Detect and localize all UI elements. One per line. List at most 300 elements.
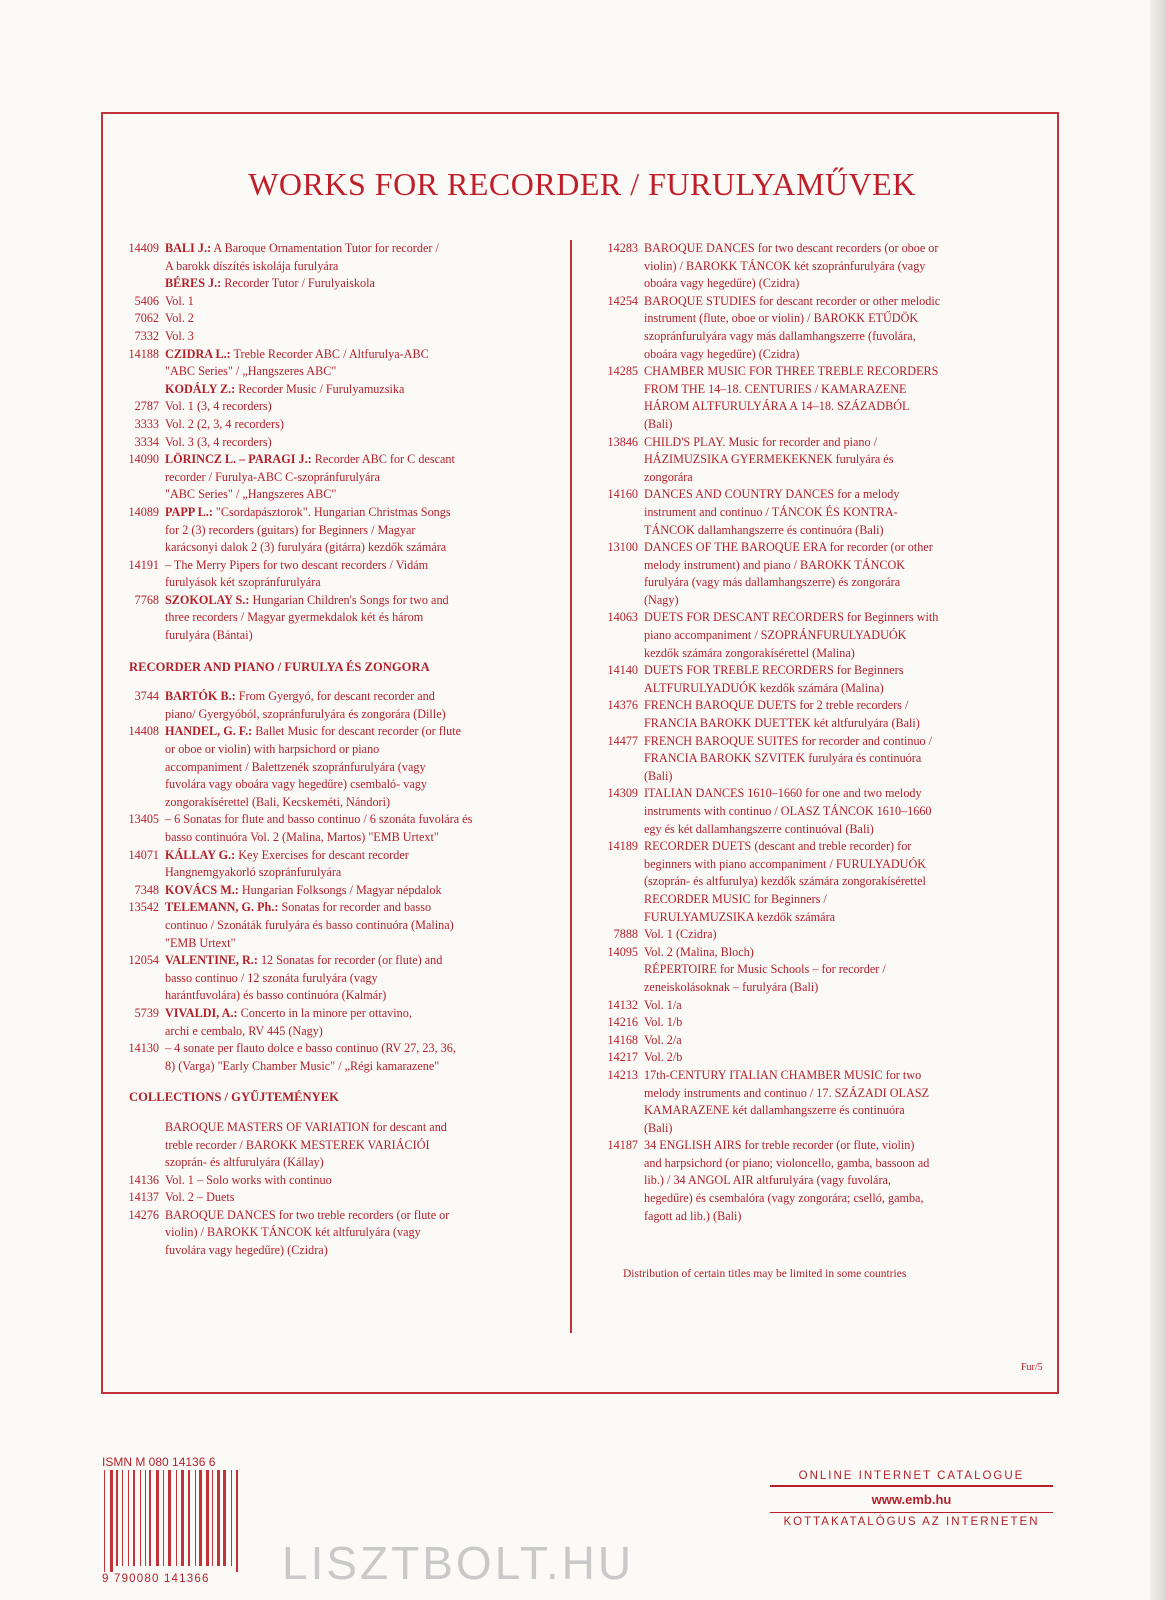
entry-line: RÉPERTOIRE for Music Schools – for recorder / [644,962,886,977]
entry-text [165,1172,549,1190]
line-text: or oboe or violin) with harpsichord or piano [165,742,380,757]
catalog-number: 14071 [128,847,159,862]
ismn-label: ISMN M 080 14136 6 [102,1455,216,1469]
line-text: A Baroque Ornamentation Tutor for recorder / [211,241,439,255]
line-text: accompaniment / Balettzenék szopránfurulyára (vagy [165,759,426,774]
entry-line [165,398,549,416]
line-text: Concerto in la minore per ottavino, [237,1005,412,1020]
entry-line [165,574,549,592]
line-text: Vol. 2 [165,311,194,326]
entry-line [165,882,549,900]
catalog-number: 14090 [128,452,159,467]
page-title: WORKS FOR RECORDER / FURULYAMŰVEK [248,166,916,202]
line-text: – 6 Sonatas for flute and basso continuo / 6 szonáta fuvolára és [165,812,473,827]
catalog-number: 14095 [607,944,638,959]
entry-line [165,1224,549,1242]
catalog-subheading: KOTTAKATALÓGUS AZ INTERNETEN [783,1516,1040,1528]
catalog-number: 14309 [607,786,638,801]
entry-text [644,434,1039,487]
line-text: Hungarian Folksongs / Magyar népdalok [238,882,442,897]
entry-line: hegedűre) és csembalóra (vagy zongorára; cselló, gamba, [644,1191,924,1206]
catalog-number: 7768 [134,592,159,607]
entry-line [165,723,549,741]
entry-line [165,592,549,610]
entry-text [644,1014,1039,1032]
entry-line [165,759,549,777]
entry-text [644,785,1039,838]
line-text: Sonatas for recorder and basso [278,900,432,915]
catalog-code: Fur/5 [1021,1362,1043,1373]
line-text: basso continuóra Vol. 2 (Malina, Martos) "EMB Urtext" [165,830,439,844]
entry-text [165,688,549,723]
catalog-number: 12054 [128,953,159,968]
barcode-bar [149,1470,151,1566]
barcode-bar [212,1470,213,1566]
line-text: basso continuo / 12 szonáta furulyára (vagy [165,970,378,985]
distribution-note: Distribution of certain titles may be limited in some countries [623,1268,907,1280]
entry-line: FROM THE 14–18. CENTURIES / KAMARAZENE [644,381,907,396]
catalog-entry [119,275,549,293]
entry-line: lib.) / 34 ANGOL AIR altfurulyára (vagy fuvolára, [644,1173,891,1188]
catalog-entry [119,592,549,645]
entry-line: instrument and continuo / TÁNCOK ÉS KONTRA- [644,504,898,519]
catalog-entry [119,899,549,952]
composer-name: BARTÓK B.: [165,689,236,704]
catalog-number: 14132 [607,997,638,1012]
entry-text [165,504,549,557]
barcode-bar [140,1470,141,1566]
line-text: 8) (Varga) "Early Chamber Music" / „Régi kamarazene" [165,1058,440,1073]
barcode-bar [156,1470,159,1566]
catalog-entry [119,451,549,504]
line-text: "EMB Urtext" [165,935,236,950]
catalog-entry [593,997,1039,1015]
catalog-entry [593,609,1039,662]
catalog-url[interactable]: www.emb.hu [871,1491,952,1507]
entry-line [165,310,549,328]
entry-line [165,1172,549,1190]
barcode-bar [104,1470,105,1572]
barcode-bar [133,1470,135,1566]
line-text: Ballet Music for descant recorder (or flute [252,724,462,739]
entry-line: (Bali) [644,768,673,783]
entry-line: Vol. 1/b [644,1015,683,1030]
entry-line [165,434,549,452]
entry-line: (Bali) [644,1120,673,1135]
catalog-entry [119,1189,549,1207]
catalog-number: 14130 [128,1041,159,1056]
entry-text [644,293,1039,363]
line-text: treble recorder / BAROKK MESTEREK VARIÁCIÓI [165,1137,430,1152]
entry-line: FURULYAMUZSIKA kezdők számára [644,909,836,924]
entry-line [165,1005,549,1023]
catalog-entry [119,416,549,434]
section-heading: COLLECTIONS / GYŰJTEMÉNYEK [129,1090,339,1105]
line-text: – The Merry Pipers for two descant recorders / Vidám [165,557,429,572]
entry-line [165,952,549,970]
entry-text [644,363,1039,433]
catalog-entry [593,944,1039,962]
catalog-entry [593,838,1039,891]
composer-name: VIVALDI, A.: [165,1005,238,1020]
catalog-entry [119,504,549,557]
line-text: "ABC Series" / „Hangszeres ABC" [165,364,337,379]
entry-line: ITALIAN DANCES 1610–1660 for one and two melody [644,786,922,801]
entry-text [165,1119,549,1172]
line-text: Vol. 3 [165,328,194,343]
catalog-entry [119,310,549,328]
entry-line [165,416,549,434]
catalog-number [119,1119,165,1172]
catalog-entry [593,961,1039,996]
entry-text [644,1032,1039,1050]
entry-text [644,944,1039,962]
catalog-number: 3333 [134,416,159,431]
entry-line [165,469,549,487]
entry-line: and harpsichord (or piano; violoncello, gamba, bassoon ad [644,1155,930,1170]
catalog-entry [119,688,549,723]
entry-line [165,899,549,917]
entry-line: (szoprán- és altfurulya) kezdők számára zongorakísérettel [644,874,926,889]
catalog-number: 14376 [607,698,638,713]
entry-line: DANCES AND COUNTRY DANCES for a melody [644,487,900,502]
entry-text [165,434,549,452]
composer-name: VALENTINE, R.: [165,953,258,968]
catalog-entry [119,1005,549,1040]
catalog-entry [119,1172,549,1190]
catalog-entry [593,662,1039,697]
line-text: Treble Recorder ABC / Altfurulya-ABC [230,346,429,361]
catalog-entry [593,1067,1039,1137]
entry-line: HÁROM ALTFURULYÁRA A 14–18. SZÁZADBÓL [644,399,910,414]
entry-text [165,240,549,275]
line-text: – 4 sonate per flauto dolce e basso continuo (RV 27, 23, 36, [165,1041,456,1056]
catalog-number: 14408 [128,724,159,739]
line-text: Vol. 2 (2, 3, 4 recorders) [165,416,284,431]
barcode-bar [122,1470,123,1566]
line-text: furulyások két szopránfurulyára [165,575,321,590]
entry-line [165,1023,549,1041]
entry-line: HÁZIMUZSIKA GYERMEKEKNEK furulyára és [644,452,894,467]
line-text: violin) / BAROKK TÁNCOK két altfurulyára (vagy [165,1225,421,1240]
catalog-entry [119,882,549,900]
composer-name: CZIDRA L.: [165,346,231,361]
entry-line [165,1058,549,1076]
catalog-entry [119,952,549,1005]
section-heading: RECORDER AND PIANO / FURULYA ÉS ZONGORA [129,659,430,674]
entry-line: instruments with continuo / OLASZ TÁNCOK 1610–1660 [644,804,932,818]
entry-line: RECORDER DUETS (descant and treble recorder) for [644,839,912,854]
entry-line: CHAMBER MUSIC FOR THREE TREBLE RECORDERS [644,364,939,379]
entry-line: furulyára (vagy más dallamhangszerre) és zongorára [644,575,901,590]
catalog-entry [593,891,1039,926]
entry-line: piano accompaniment / SZOPRÁNFURULYADUÓK [644,628,907,643]
entry-line [165,539,549,557]
entry-text [165,398,549,416]
entry-line [165,970,549,988]
entry-line [165,609,549,627]
barcode-bar [217,1470,220,1566]
entry-text [165,381,549,399]
entry-line [165,486,549,504]
entry-line: (Nagy) [644,592,679,607]
barcode-number: 9 790080 141366 [102,1573,210,1585]
catalog-number: 14254 [607,293,638,308]
barcode-bar [116,1470,118,1566]
entry-line [165,794,549,812]
composer-name: BALI J.: [165,241,212,255]
line-text: zongorakísérettel (Bali, Kecskeméti, Nándori) [165,794,391,809]
barcode-bar [195,1470,196,1566]
entry-text [165,328,549,346]
barcode-bar [145,1470,146,1566]
entry-line: Vol. 2 (Malina, Bloch) [644,944,754,959]
line-text: three recorders / Magyar gyermekdalok két és három [165,610,424,625]
composer-name: KÁLLAY G.: [165,847,236,862]
entry-text [165,811,549,846]
composer-name: LÖRINCZ L. – PARAGI J.: [165,452,312,467]
catalog-number: 5406 [134,293,159,308]
catalog-number: 13405 [128,812,159,827]
entry-text [165,723,549,811]
entry-text [644,733,1039,786]
entry-line: KAMARAZENE két dallamhangszerre és continuóra [644,1103,905,1118]
entry-line [165,987,549,1005]
barcode-bar [163,1470,164,1566]
line-text: archi e cembalo, RV 445 (Nagy) [165,1023,323,1038]
entry-text [165,1207,549,1260]
online-catalogue-box [770,1470,1053,1528]
catalog-number: 14187 [607,1138,638,1153]
entry-line: oboára vagy hegedűre) (Czidra) [644,276,800,291]
catalog-number: 14283 [607,241,638,255]
barcode-bar [236,1470,238,1572]
entry-text [165,1005,549,1040]
entry-text [165,275,549,293]
entry-line: Vol. 1/a [644,997,682,1012]
entry-text [165,899,549,952]
catalog-number [119,381,165,399]
catalog-entry [119,723,549,811]
catalog-number: 14089 [128,504,159,519]
entry-line: DUETS FOR DESCANT RECORDERS for Beginners with [644,610,939,625]
barcode-bar [176,1470,177,1566]
catalog-number: 13542 [128,900,159,915]
barcode-bar [223,1470,226,1566]
line-text: harántfuvolára) és basso continuóra (Kalmár) [165,988,387,1003]
catalog-number: 14216 [607,1015,638,1030]
catalog-entry [119,847,549,882]
entry-line [165,935,549,953]
catalog-entry [593,434,1039,487]
entry-line: RECORDER MUSIC for Beginners / [644,891,827,906]
catalog-frame [101,112,1059,1394]
catalog-number: 3334 [134,434,159,449]
line-text: Recorder Music / Furulyamuzsika [235,381,405,396]
catalog-entry [119,293,549,311]
catalog-entry [119,557,549,592]
catalog-entry [593,1032,1039,1050]
entry-text [644,891,1039,926]
entry-text [644,961,1039,996]
composer-name: KOVÁCS M.: [165,882,239,897]
entry-line: melody instrument) and piano / BAROKK TÁNCOK [644,557,906,572]
catalog-entry [593,293,1039,363]
catalog-number: 14063 [607,610,638,625]
line-text: fuvolára vagy hegedűre) (Czidra) [165,1243,328,1258]
composer-name: SZOKOLAY S.: [165,592,250,607]
entry-line: instrument (flute, oboe or violin) / BAROKK ETŰDÖK [644,311,919,326]
entry-line: BAROQUE DANCES for two descant recorders (or oboe or [644,241,939,255]
entry-line [165,776,549,794]
entry-line [165,258,549,276]
entry-text [644,697,1039,732]
line-text: BAROQUE MASTERS OF VARIATION for descant and [165,1119,447,1134]
entry-text [644,539,1039,609]
catalog-entry [593,785,1039,838]
entry-line: BAROQUE STUDIES for descant recorder or other melodic [644,293,941,308]
entry-line: Vol. 2/b [644,1050,683,1065]
catalog-entry [119,1119,549,1172]
entry-text [165,293,549,311]
line-text: "Csordapásztorok". Hungarian Christmas Songs [212,504,451,519]
barcode-bar [110,1470,113,1572]
entry-line [165,328,549,346]
line-text: continuo / Szonáták furulyára és basso continuóra (Malina) [165,917,454,932]
catalog-entry [593,539,1039,609]
catalog-number: 14189 [607,839,638,854]
catalog-number: 14137 [128,1190,159,1205]
entry-line: Vol. 2/a [644,1032,682,1047]
line-text: recorder / Furulya-ABC C-szopránfurulyára [165,469,380,484]
entry-line [165,557,549,575]
entry-text [644,1049,1039,1067]
entry-line: FRENCH BAROQUE SUITES for recorder and continuo / [644,733,933,748]
line-text: "ABC Series" / „Hangszeres ABC" [165,487,337,502]
catalog-entry [593,926,1039,944]
catalog-number: 14160 [607,487,638,502]
line-text: Vol. 2 – Duets [165,1190,235,1205]
right-column [593,240,1039,1225]
entry-line [165,451,549,469]
catalog-entry [593,1137,1039,1225]
entry-text [165,416,549,434]
entry-line [165,1207,549,1225]
catalog-rule-bottom [770,1512,1053,1514]
catalog-number: 13846 [607,434,638,449]
entry-line: ALTFURULYADUÓK kezdők számára (Malina) [644,680,884,695]
catalog-entry [119,1040,549,1075]
page-edge-shadow [1150,0,1166,1600]
entry-line: FRANCIA BAROKK SZVITEK furulyára és continuóra [644,751,922,766]
line-text: Key Exercises for descant recorder [235,847,409,862]
catalog-heading: ONLINE INTERNET CATALOGUE [798,1470,1025,1482]
line-text: Hungarian Children's Songs for two and [249,592,449,607]
entry-text [644,1067,1039,1137]
entry-text [644,486,1039,539]
line-text: szoprán- és altfurulyára (Kállay) [165,1155,324,1170]
line-text: Vol. 3 (3, 4 recorders) [165,434,272,449]
entry-line [165,346,549,364]
catalog-number: 14477 [607,733,638,748]
entry-line: melody instruments and continuo / 17. SZÁZADI OLASZ [644,1085,930,1100]
line-text: piano/ Gyergyóból, szopránfurulyára és zongorára (Dille) [165,706,446,721]
entry-line [165,275,549,293]
entry-line: kezdők számára zongorakísérettel (Malina) [644,645,855,660]
entry-line: fagott ad lib.) (Bali) [644,1208,742,1223]
entry-line: 34 ENGLISH AIRS for treble recorder (or flute, violin) [644,1138,915,1153]
barcode-bar [231,1470,232,1566]
entry-line [165,688,549,706]
catalog-number: 14217 [607,1050,638,1065]
catalog-number: 13100 [607,540,638,555]
entry-line: zongorára [644,469,693,484]
catalog-entry [593,363,1039,433]
entry-line: FRENCH BAROQUE DUETS for 2 treble recorders / [644,698,909,713]
barcode-bar [206,1470,209,1566]
line-text: From Gyergyó, for descant recorder and [235,689,435,704]
barcode-bar [199,1470,202,1566]
entry-text [165,451,549,504]
catalog-number: 14409 [128,241,159,255]
entry-line: beginners with piano accompaniment / FURULYADUÓK [644,856,927,871]
barcode-bar [128,1470,129,1566]
entry-text [644,838,1039,891]
entry-text [165,557,549,592]
entry-line [165,1137,549,1155]
entry-line: oboára vagy hegedűre) (Czidra) [644,346,800,361]
entry-line [165,240,549,258]
catalog-entry [593,240,1039,293]
line-text: Vol. 1 – Solo works with continuo [165,1172,332,1187]
entry-line [165,627,549,645]
entry-line [165,522,549,540]
watermark: LISZTBOLT.HU [282,1537,635,1589]
line-text: Vol. 1 (3, 4 recorders) [165,399,272,414]
entry-line: DUETS FOR TREBLE RECORDERS for Beginners [644,663,904,678]
line-text: karácsonyi dalok 2 (3) furulyára (gitárra) kezdők számára [165,540,447,555]
entry-text [165,592,549,645]
entry-text [165,310,549,328]
entry-line [165,847,549,865]
catalog-entry [119,328,549,346]
catalog-entry [593,697,1039,732]
entry-line [165,1189,549,1207]
composer-name: BÉRES J.: [165,276,222,291]
entry-line [165,504,549,522]
barcode-bar [181,1470,184,1566]
entry-line: violin) / BAROKK TÁNCOK két szopránfurulyára (vagy [644,258,926,273]
entry-line: szopránfurulyára vagy más dallamhangszerre (fuvolára, [644,328,916,343]
catalog-entry [593,1014,1039,1032]
catalog-entry [119,381,549,399]
entry-line [165,1040,549,1058]
entry-text [165,952,549,1005]
catalog-number: 3744 [134,689,159,704]
catalog-number: 14213 [607,1067,638,1082]
catalog-number: 14285 [607,364,638,379]
entry-text [644,926,1039,944]
line-text: BAROQUE DANCES for two treble recorders (or flute or [165,1207,450,1222]
composer-name: PAPP L.: [165,504,213,519]
column-divider [570,240,572,1333]
entry-line [165,381,549,399]
entry-text [644,1137,1039,1225]
catalog-entry [593,486,1039,539]
catalog-number: 14140 [607,663,638,678]
entry-line: Vol. 1 (Czidra) [644,927,717,942]
entry-text [165,346,549,381]
